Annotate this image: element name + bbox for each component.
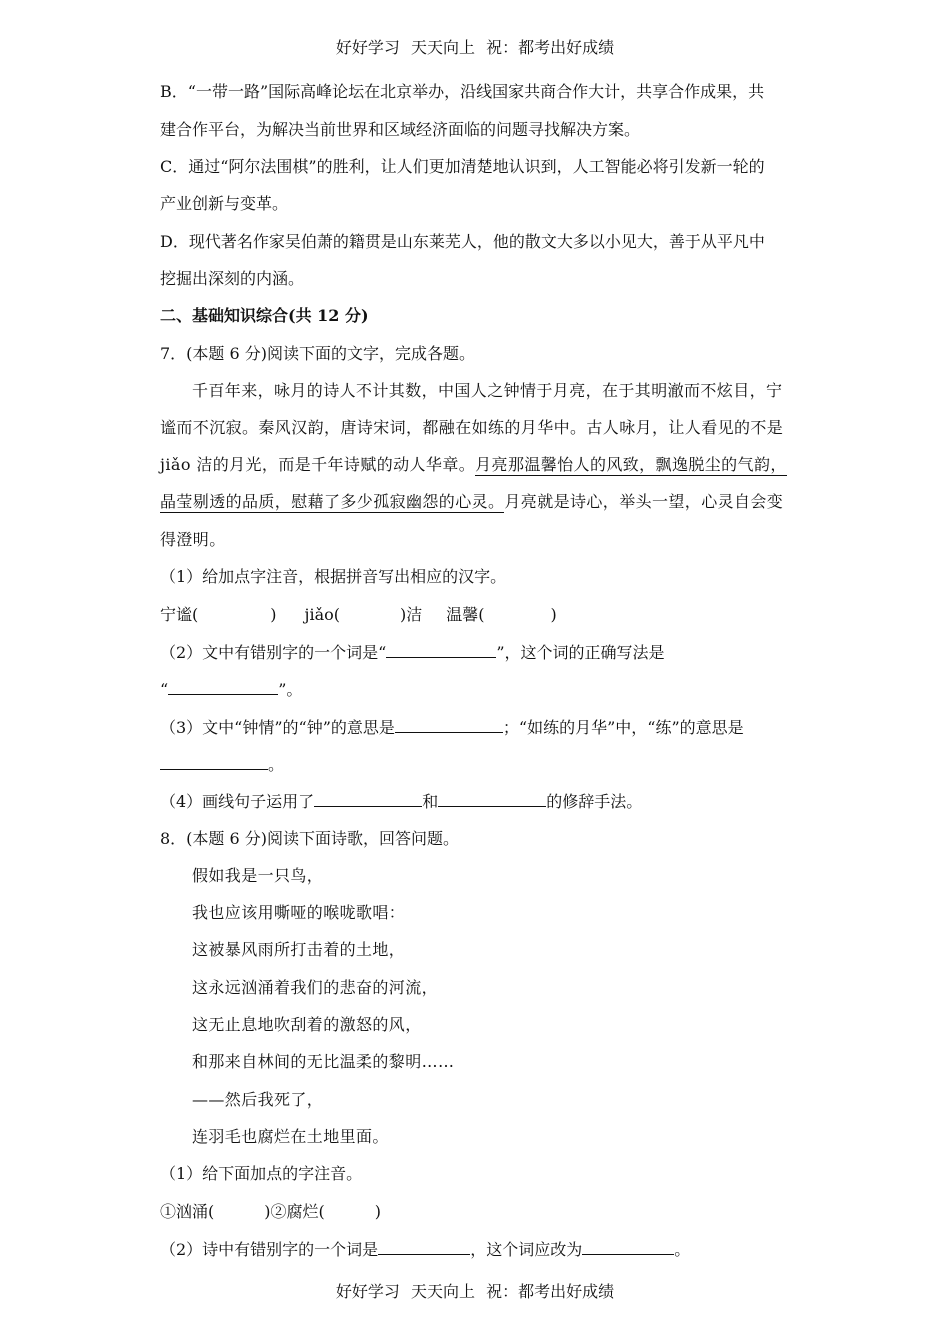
- q7-sub3-line2: [160, 754, 284, 775]
- q8-sub1-item2: ②腐烂(: [270, 1202, 325, 1221]
- poem-line: 我也应该用嘶哑的喉咙歌唱：: [192, 903, 406, 922]
- q7-underlined-sentence-part1: 月亮那温馨怡人的风致，飘逸脱尘的气韵，: [475, 455, 787, 474]
- q8-sub2: [160, 1239, 690, 1260]
- q8-sub1-item1: ①汹涌(: [160, 1202, 215, 1221]
- q7-sub1-item2-close: )洁: [400, 605, 423, 624]
- page-header: 好好学习 天天向上 祝：都考出好成绩: [335, 38, 615, 57]
- q7-sub4-part3: 的修辞手法。: [546, 792, 643, 811]
- poem-line: 连羽毛也腐烂在土地里面。: [192, 1127, 389, 1146]
- q7-sub3-part3: 。: [268, 755, 285, 774]
- option-c-line1: C．通过“阿尔法围棋”的胜利，让人们更加清楚地认识到，人工智能必将引发新一轮的: [160, 157, 765, 176]
- q7-sub4-rhetoric-blank1[interactable]: [314, 791, 422, 807]
- q7-passage-line4: [160, 492, 783, 512]
- q7-sub2-part2: ”，这个词的正确写法是: [496, 643, 665, 662]
- q8-sub2-correct-word-blank[interactable]: [582, 1239, 674, 1255]
- q7-sub3-part1: （3）文中“钟情”的“钟”的意思是: [160, 718, 395, 737]
- q7-sub2-correct-word-blank[interactable]: [168, 679, 278, 695]
- q7-sub3-line1: [160, 717, 744, 738]
- option-d-line1: D．现代著名作家吴伯萧的籍贯是山东莱芜人，他的散文大多以小见大，善于从平凡中: [160, 232, 765, 251]
- q7-sub2-line1: [160, 642, 665, 663]
- q8-stem: 8．(本题 6 分)阅读下面诗歌，回答问题。: [160, 829, 460, 848]
- poem-line: ——然后我死了，: [192, 1090, 324, 1109]
- q7-sub4-rhetoric-blank2[interactable]: [438, 791, 546, 807]
- q7-passage-line5: 得澄明。: [160, 530, 226, 549]
- poem-line: 这永远汹涌着我们的悲奋的河流，: [192, 978, 439, 997]
- q8-sub2-part3: 。: [674, 1240, 691, 1259]
- q8-sub1-item2-close: ): [374, 1202, 381, 1221]
- q8-sub1-item1-close: ): [264, 1202, 271, 1221]
- section-title: 二、基础知识综合(共 12 分): [160, 306, 369, 325]
- q7-sub1-item2: jiǎo(: [304, 605, 340, 624]
- poem-line: 这被暴风雨所打击着的土地，: [192, 940, 406, 959]
- q7-sub4: [160, 791, 642, 812]
- poem-line: 这无止息地吹刮着的激怒的风，: [192, 1015, 422, 1034]
- option-b-line1: B．“一带一路”国际高峰论坛在北京举办，沿线国家共商合作大计，共享合作成果，共: [160, 82, 765, 101]
- poem-line: 和那来自林间的无比温柔的黎明……: [192, 1052, 455, 1071]
- q7-sub1-item3: 温馨(: [446, 605, 485, 624]
- q7-passage-line3-plain: jiǎo 洁的月光，而是千年诗赋的动人华章。: [160, 455, 476, 474]
- q7-passage-line4-plain: 月亮就是诗心，举头一望，心灵自会变: [504, 492, 784, 511]
- q7-stem: 7．(本题 6 分)阅读下面的文字，完成各题。: [160, 344, 476, 363]
- q7-sub3-zhong-blank[interactable]: [395, 717, 503, 733]
- q7-sub2-line2: [160, 679, 302, 700]
- q7-sub2-part1: （2）文中有错别字的一个词是“: [160, 643, 387, 662]
- q7-sub2-part3: “: [160, 680, 169, 699]
- q8-sub2-part1: （2）诗中有错别字的一个词是: [160, 1240, 379, 1259]
- q7-sub3-lian-blank[interactable]: [160, 754, 268, 770]
- q7-sub2-part4: ”。: [278, 680, 303, 699]
- q7-sub1-item3-close: ): [550, 605, 557, 624]
- q7-sub1-items: [160, 605, 557, 625]
- q7-passage-line3: [160, 455, 787, 475]
- q7-sub4-part1: （4）画线句子运用了: [160, 792, 315, 811]
- option-c-line2: 产业创新与变革。: [160, 194, 289, 213]
- q7-sub1-prompt: （1）给加点字注音，根据拼音写出相应的汉字。: [160, 567, 507, 586]
- q7-sub4-part2: 和: [422, 792, 439, 811]
- poem-line: 假如我是一只鸟，: [192, 866, 324, 885]
- q8-sub2-part2: ，这个词应改为: [470, 1240, 583, 1259]
- q8-sub1-items: [160, 1202, 381, 1222]
- option-b-line2: 建合作平台，为解决当前世界和区域经济面临的问题寻找解决方案。: [160, 120, 641, 139]
- q8-sub2-wrong-word-blank[interactable]: [378, 1239, 470, 1255]
- q7-sub3-part2: ；“如练的月华”中，“练”的意思是: [502, 718, 744, 737]
- q7-passage-line1: 千百年来，咏月的诗人不计其数，中国人之钟情于月亮，在于其明澈而不炫目，宁: [192, 381, 783, 400]
- q7-sub1-item1: 宁谧(: [160, 605, 199, 624]
- q8-sub1-prompt: （1）给下面加点的字注音。: [160, 1164, 363, 1183]
- page-footer: 好好学习 天天向上 祝：都考出好成绩: [335, 1282, 615, 1301]
- q7-passage-line2: 谧而不沉寂。秦风汉韵，唐诗宋词，都融在如练的月华中。古人咏月，让人看见的不是: [160, 418, 784, 437]
- q7-sub1-item1-close: ): [270, 605, 277, 624]
- q7-underlined-sentence-part2: 晶莹剔透的品质，慰藉了多少孤寂幽怨的心灵。: [160, 492, 505, 511]
- option-d-line2: 挖掘出深刻的内涵。: [160, 269, 305, 288]
- q7-sub2-wrong-word-blank[interactable]: [386, 642, 496, 658]
